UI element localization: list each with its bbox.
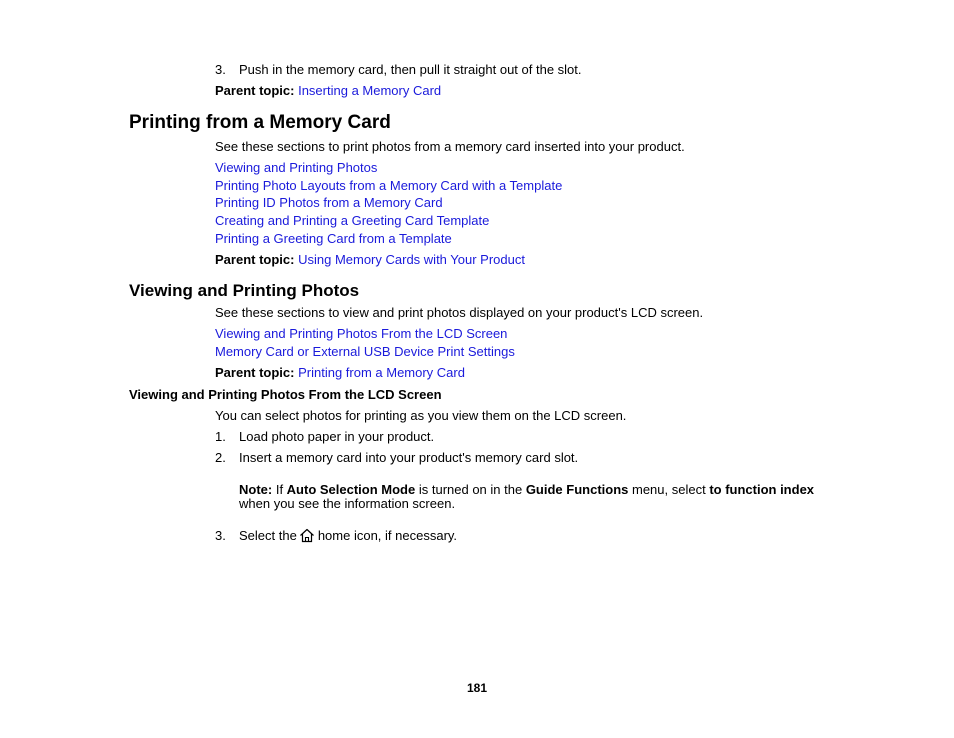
step-3-select-home xyxy=(215,528,457,547)
parent-topic-using-memory-cards xyxy=(215,252,525,268)
step-number: 1. xyxy=(215,429,226,444)
link-inserting-memory-card[interactable]: Inserting a Memory Card xyxy=(298,83,442,98)
link-using-memory-cards[interactable]: Using Memory Cards with Your Product xyxy=(298,252,525,267)
note-auto-selection-mode: Auto Selection Mode xyxy=(286,482,416,497)
note-text: If xyxy=(272,482,287,497)
note-guide-functions: Guide Functions xyxy=(525,482,629,497)
link-print-settings[interactable]: Memory Card or External USB Device Print Settings xyxy=(215,344,515,359)
viewing-intro: See these sections to view and print photos displayed on your product's LCD screen. xyxy=(215,305,704,320)
note-line-2: when you see the information screen. xyxy=(239,496,456,511)
step-2-item xyxy=(215,450,578,466)
note-text: is turned on in the xyxy=(415,482,526,497)
parent-topic-label: Parent topic: xyxy=(215,252,295,267)
link-photo-layouts-template[interactable]: Printing Photo Layouts from a Memory Card with a Template xyxy=(215,178,563,193)
heading-viewing-printing-photos: Viewing and Printing Photos xyxy=(129,281,360,300)
heading-viewing-from-lcd: Viewing and Printing Photos From the LCD Screen xyxy=(129,387,442,402)
page-number: 181 xyxy=(466,681,488,695)
step-number: 2. xyxy=(215,450,226,465)
step-1-item xyxy=(215,429,434,445)
lcd-intro: You can select photos for printing as you view them on the LCD screen. xyxy=(215,408,627,423)
link-id-photos[interactable]: Printing ID Photos from a Memory Card xyxy=(215,195,443,210)
link-greeting-card-template[interactable]: Creating and Printing a Greeting Card Template xyxy=(215,213,490,228)
heading-printing-from-memory-card: Printing from a Memory Card xyxy=(129,112,391,133)
parent-topic-inserting xyxy=(215,83,441,99)
link-greeting-card-from-template[interactable]: Printing a Greeting Card from a Template xyxy=(215,231,452,246)
note-text: menu, select xyxy=(628,482,710,497)
step-number: 3. xyxy=(215,528,226,543)
printing-intro: See these sections to print photos from a memory card inserted into your product. xyxy=(215,139,685,154)
step-text: home icon, if necessary. xyxy=(317,528,458,543)
link-printing-from-memory-card[interactable]: Printing from a Memory Card xyxy=(298,365,465,380)
note-to-function-index: to function index xyxy=(709,482,815,497)
step-3-item xyxy=(215,62,582,78)
home-icon xyxy=(299,528,315,547)
step-text: Load photo paper in your product. xyxy=(239,429,435,444)
note-label: Note: xyxy=(239,482,273,497)
step-number: 3. xyxy=(215,62,226,77)
step-text: Push in the memory card, then pull it straight out of the slot. xyxy=(239,62,582,77)
link-viewing-from-lcd[interactable]: Viewing and Printing Photos From the LCD Screen xyxy=(215,326,508,341)
link-viewing-printing-photos[interactable]: Viewing and Printing Photos xyxy=(215,160,378,175)
parent-topic-printing-memory-card xyxy=(215,365,465,381)
parent-topic-label: Parent topic: xyxy=(215,365,295,380)
step-text: Insert a memory card into your product's memory card slot. xyxy=(239,450,579,465)
parent-topic-label: Parent topic: xyxy=(215,83,295,98)
step-text: Select the xyxy=(239,528,297,543)
